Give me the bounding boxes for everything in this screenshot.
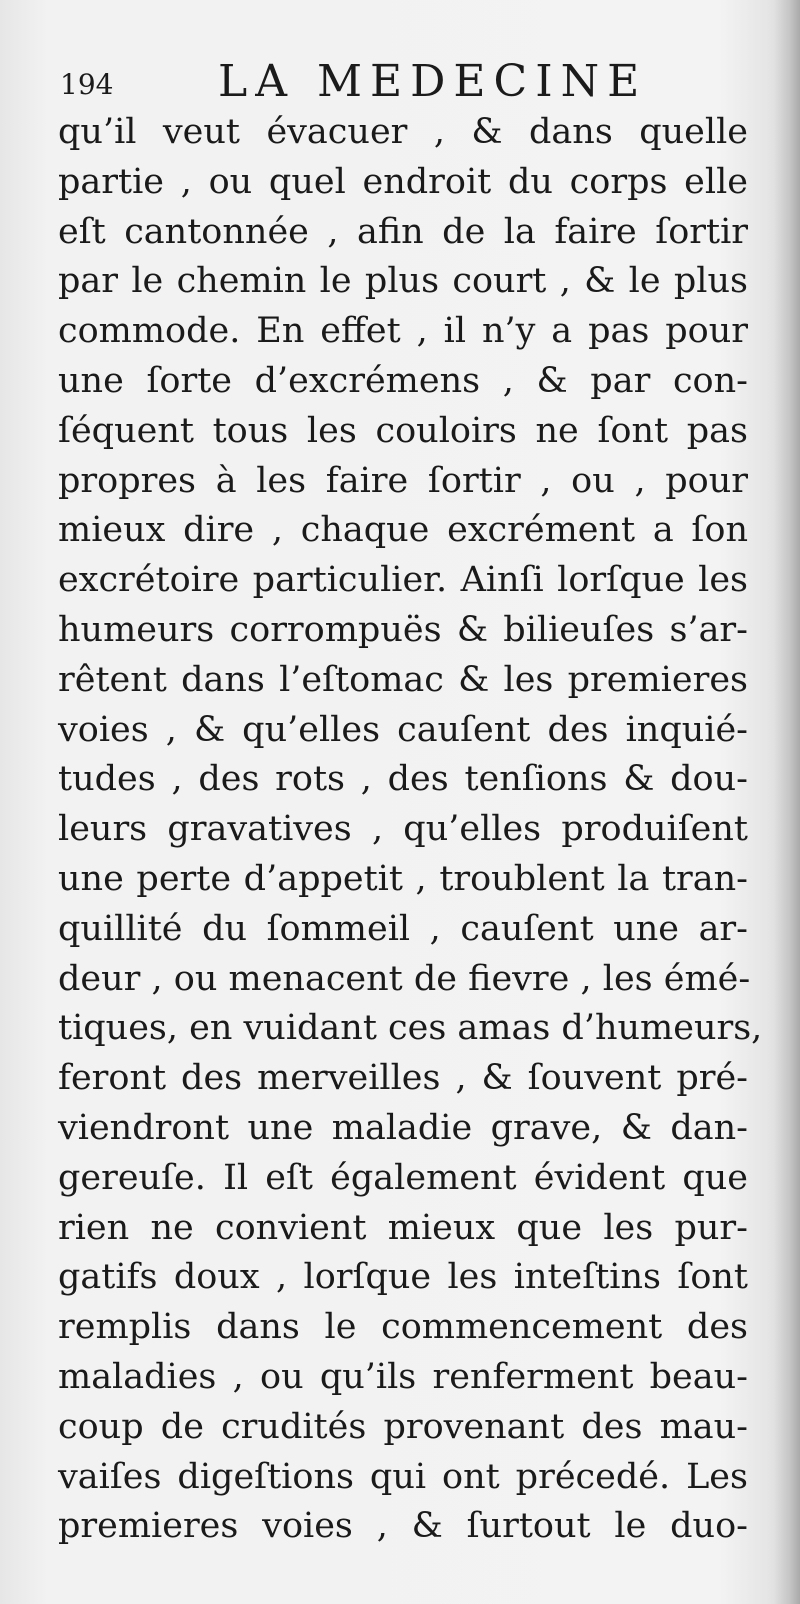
text-line: une perte d’appetit , troublent la tran- xyxy=(58,858,748,899)
text-line: leurs gravatives , qu’elles produiſent xyxy=(58,809,748,850)
text-line: qu’il veut évacuer , & dans quelle xyxy=(58,112,748,152)
text-line: mieux dire , chaque excrément a ſon xyxy=(58,510,748,551)
show-through-ghost xyxy=(450,1545,710,1585)
text-line: humeurs corrompuës & bilieuſes s’ar- xyxy=(58,609,748,650)
text-line: gatifs doux , lorſque les inteſtins ſont xyxy=(58,1257,748,1298)
text-line: ſéquent tous les couloirs ne ſont pas xyxy=(58,410,748,451)
text-line: coup de crudités provenant des mau- xyxy=(58,1406,748,1447)
text-line: voies , & qu’elles cauſent des inquié- xyxy=(58,709,748,750)
page-number: 194 xyxy=(60,68,114,101)
text-line: eſt cantonnée , afin de la faire ſortir xyxy=(58,211,748,252)
page-edge-shadow xyxy=(774,0,800,1604)
page-header xyxy=(60,48,750,108)
text-line: quillité du ſommeil , cauſent une ar- xyxy=(58,908,748,949)
text-line: tudes , des rots , des tenſions & dou- xyxy=(58,759,748,800)
text-line: partie , ou quel endroit du corps elle xyxy=(58,161,748,202)
text-line: tiques, en vuidant ces amas d’humeurs, xyxy=(58,1008,763,1049)
text-line: viendront une maladie grave, & dan- xyxy=(58,1107,748,1148)
body-text xyxy=(58,108,763,1552)
text-line: par le chemin le plus court , & le plus xyxy=(58,261,748,302)
text-line: feront des merveilles , & ſouvent pré- xyxy=(58,1058,748,1099)
text-line: rêtent dans l’eſtomac & les premieres xyxy=(58,659,748,700)
text-line: deur , ou menacent de fievre , les émé- xyxy=(58,958,751,999)
text-line: remplis dans le commencement des xyxy=(58,1307,748,1348)
text-line: maladies , ou qu’ils renferment beau- xyxy=(58,1356,748,1397)
running-head: LA MEDECINE xyxy=(218,56,648,107)
text-line: excrétoire particulier. Ainſi lorſque les xyxy=(58,560,748,601)
text-line: commode. En effet , il n’y a pas pour xyxy=(58,311,748,352)
text-line: rien ne convient mieux que les pur- xyxy=(58,1207,748,1248)
text-line: gereuſe. Il eſt également évident que xyxy=(58,1157,748,1198)
text-line: vaiſes digeſtions qui ont précedé. Les xyxy=(58,1456,748,1497)
text-line: une ſorte d’excrémens , & par con- xyxy=(58,360,748,401)
text-line: premieres voies , & ſurtout le duo- xyxy=(58,1506,748,1547)
text-line: propres à les faire ſortir , ou , pour xyxy=(58,460,748,501)
